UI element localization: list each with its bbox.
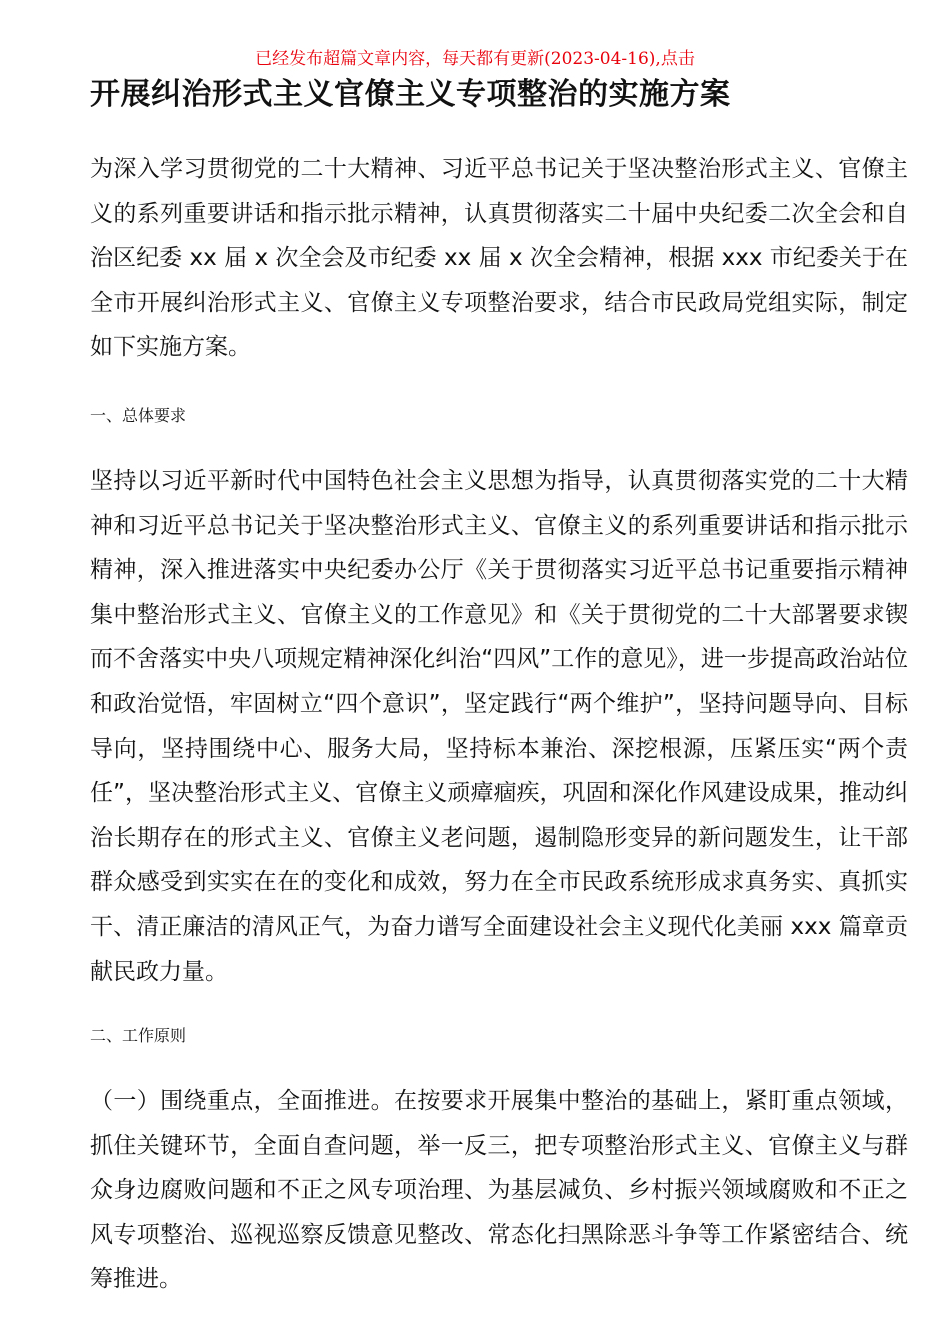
intro-paragraph: 为深入学习贯彻党的二十大精神、习近平总书记关于坚决整治形式主义、官僚主义的系列重要讲话和指示批示精神，认真贯彻落实二十届中央纪委二次全会和自治区纪委 xx 届 x 次全会及市纪委 xx 届 x 次全会精神，根据 xxx 市纪委关于在全市开展纠治形式主义、官僚主义专项整治要求，结合市民政局党组实际，制定如下实施方案。 [90, 156, 908, 361]
general-requirements-paragraph: 坚持以习近平新时代中国特色社会主义思想为指导，认真贯彻落实党的二十大精神和习近平总书记关于坚决整治形式主义、官僚主义的系列重要讲话和指示批示精神，深入推进落实中央纪委办公厅《关于贯彻落实习近平总书记重要指示精神集中整治形式主义、官僚主义的工作意见》和《关于贯彻党的二十大部署要求锲而不舍落实中央八项规定精神深化纠治“四风”工作的意见》，进一步提高政治站位和政治觉悟，牢固树立“四个意识”，坚定践行“两个维护”，坚持问题导向、目标导向，坚持围绕中心、服务大局，坚持标本兼治、深挖根源，压紧压实“两个责任”，坚决整治形式主义、官僚主义顽瘴痼疾，巩固和深化作风建设成果，推动纠治长期存在的形式主义、官僚主义老问题，遏制隐形变异的新问题发生，让干部群众感受到实实在在的变化和成效，努力在全市民政系统形成求真务实、真抓实干、清正廉洁的清风正气，为奋力谱写全面建设社会主义现代化美丽 xxx 篇章贡献民政力量。 [90, 468, 908, 985]
update-notice-banner[interactable]: 已经发布超篇文章内容，每天都有更新(2023-04-16),点击 [255, 49, 695, 69]
work-principle-item-1: （一）围绕重点，全面推进。在按要求开展集中整治的基础上，紧盯重点领域，抓住关键环节，全面自查问题，举一反三，把专项整治形式主义、官僚主义与群众身边腐败问题和不正之风专项治理、为基层减负、乡村振兴领域腐败和不正之风专项整治、巡视巡察反馈意见整改、常态化扫黑除恶斗争等工作紧密结合、统筹推进。 [90, 1088, 908, 1293]
section-heading-work-principles: 二、工作原则 [90, 1026, 187, 1045]
section-heading-general-requirements: 一、总体要求 [90, 406, 187, 425]
document-title: 开展纠治形式主义官僚主义专项整治的实施方案 [90, 77, 731, 112]
